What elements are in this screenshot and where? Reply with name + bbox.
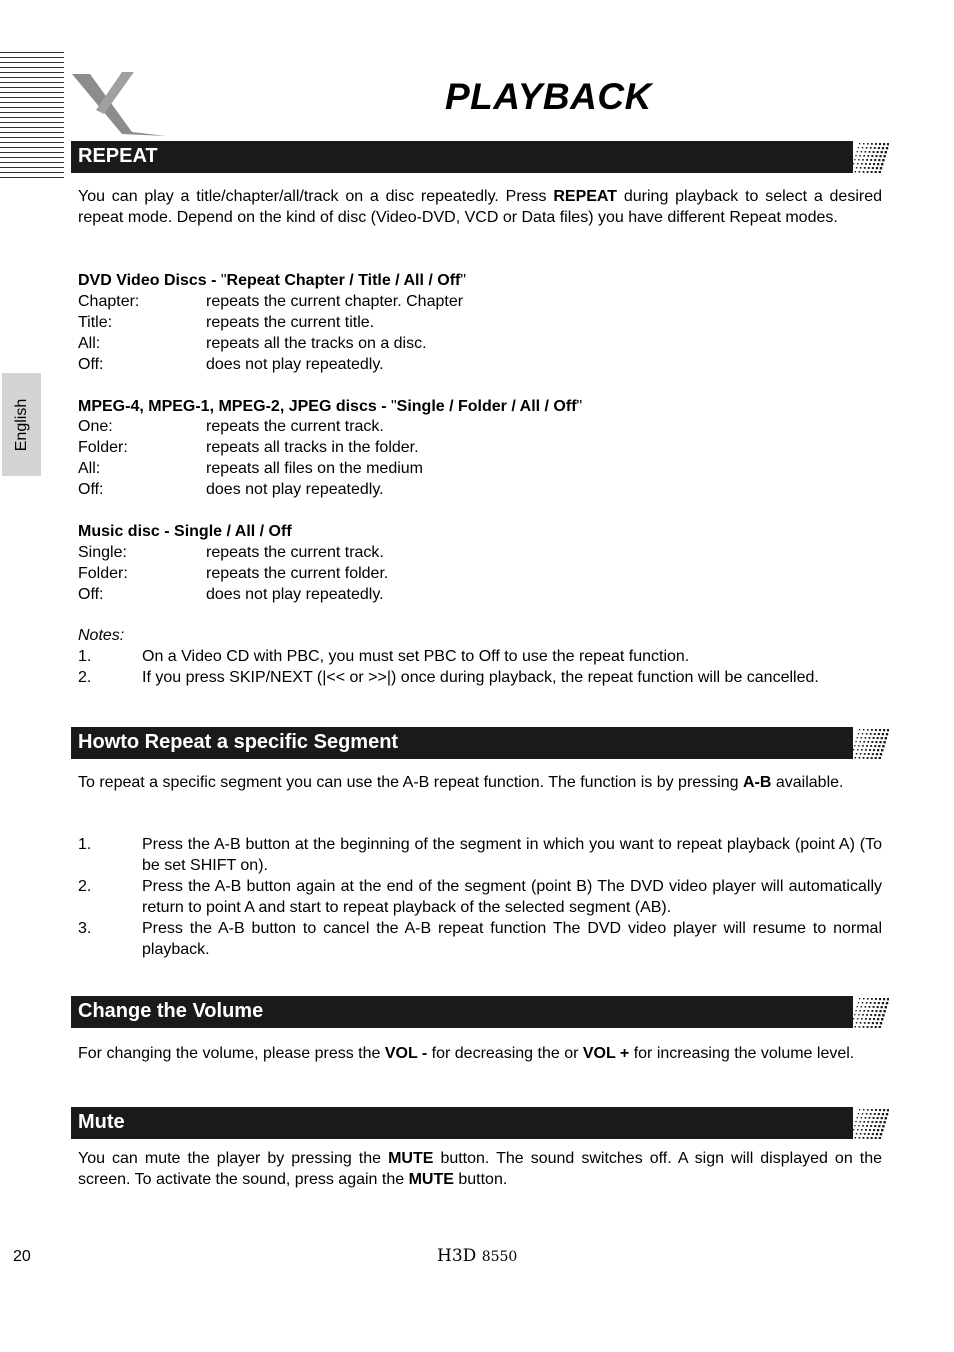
dvd-mode-list xyxy=(78,291,778,375)
list-item: Chapter: repeats the current chapter. Chapter xyxy=(78,293,464,310)
list-item: 2. Press the A-B button again at the end of the segment (point B) The DVD video player will automatically return to point A and start to repeat playback of the selected segment (AB). xyxy=(78,878,882,916)
dot-pattern-icon xyxy=(849,141,889,173)
list-item: 3. Press the A-B button to cancel the A-B repeat function The DVD video player will resume to normal playback. xyxy=(78,920,882,958)
section-header-mute xyxy=(71,1107,889,1139)
section-header-repeat xyxy=(71,141,889,173)
list-item: 2. If you press SKIP/NEXT (|<< or >>|) once during playback, the repeat function will be cancelled. xyxy=(78,669,819,686)
list-item: Folder: repeats the current folder. xyxy=(78,565,389,582)
list-item: Off: does not play repeatedly. xyxy=(78,356,384,373)
music-mode-list xyxy=(78,542,778,605)
mpeg-mode-list xyxy=(78,416,778,500)
notes-list xyxy=(78,646,882,688)
language-tab xyxy=(2,373,41,476)
decorative-stripes xyxy=(0,52,64,178)
dot-pattern-icon xyxy=(849,727,889,759)
mute-text: You can mute the player by pressing the MUTE button. The sound switches off. A sign will displayed on the screen. To activate the sound, press again the MUTE button. xyxy=(78,1150,882,1188)
section-title: REPEAT xyxy=(78,145,158,167)
list-item: Off: does not play repeatedly. xyxy=(78,481,384,498)
music-heading: Music disc - Single / All / Off xyxy=(78,523,292,540)
section-title: Howto Repeat a specific Segment xyxy=(78,731,399,753)
list-item: All: repeats all the tracks on a disc. xyxy=(78,335,427,352)
list-item: Single: repeats the current track. xyxy=(78,544,384,561)
segment-intro: To repeat a specific segment you can use the A-B repeat function. The function is by pressing A-B available. xyxy=(78,774,844,791)
volume-text: For changing the volume, please press the VOL - for decreasing the or VOL + for increasing the volume level. xyxy=(78,1045,855,1062)
list-item: 1. On a Video CD with PBC, you must set PBC to Off to use the repeat function. xyxy=(78,648,690,665)
segment-steps xyxy=(78,834,882,960)
section-header-volume xyxy=(71,996,889,1028)
list-item: All: repeats all files on the medium xyxy=(78,460,423,477)
mpeg-heading: MPEG-4, MPEG-1, MPEG-2, JPEG discs - "Single / Folder / All / Off" xyxy=(78,398,583,415)
list-item: 1. Press the A-B button at the beginning of the segment in which you want to repeat playback (point A) (To be set SHIFT on). xyxy=(78,836,882,874)
section-title: Change the Volume xyxy=(78,1000,264,1022)
language-label: English xyxy=(12,398,30,451)
section-title: Mute xyxy=(78,1111,125,1133)
list-item: Folder: repeats all tracks in the folder. xyxy=(78,439,419,456)
page-title: PLAYBACK xyxy=(445,76,652,117)
model-name: H3D 8550 xyxy=(437,1246,518,1266)
repeat-intro: You can play a title/chapter/all/track on a disc repeatedly. Press REPEAT during playback to select a desired repeat mode. Depend on the kind of disc (Video-DVD, VCD or Data files) you have different Repeat modes. xyxy=(78,188,882,226)
dvd-heading: DVD Video Discs - "Repeat Chapter / Title / All / Off" xyxy=(78,272,467,289)
x-logo-icon xyxy=(70,70,170,138)
notes-label: Notes: xyxy=(78,627,125,644)
dot-pattern-icon xyxy=(849,1107,889,1139)
list-item: Off: does not play repeatedly. xyxy=(78,586,384,603)
list-item: Title: repeats the current title. xyxy=(78,314,375,331)
section-header-segment xyxy=(71,727,889,759)
dot-pattern-icon xyxy=(849,996,889,1028)
page-number: 20 xyxy=(13,1248,31,1265)
list-item: One: repeats the current track. xyxy=(78,418,384,435)
